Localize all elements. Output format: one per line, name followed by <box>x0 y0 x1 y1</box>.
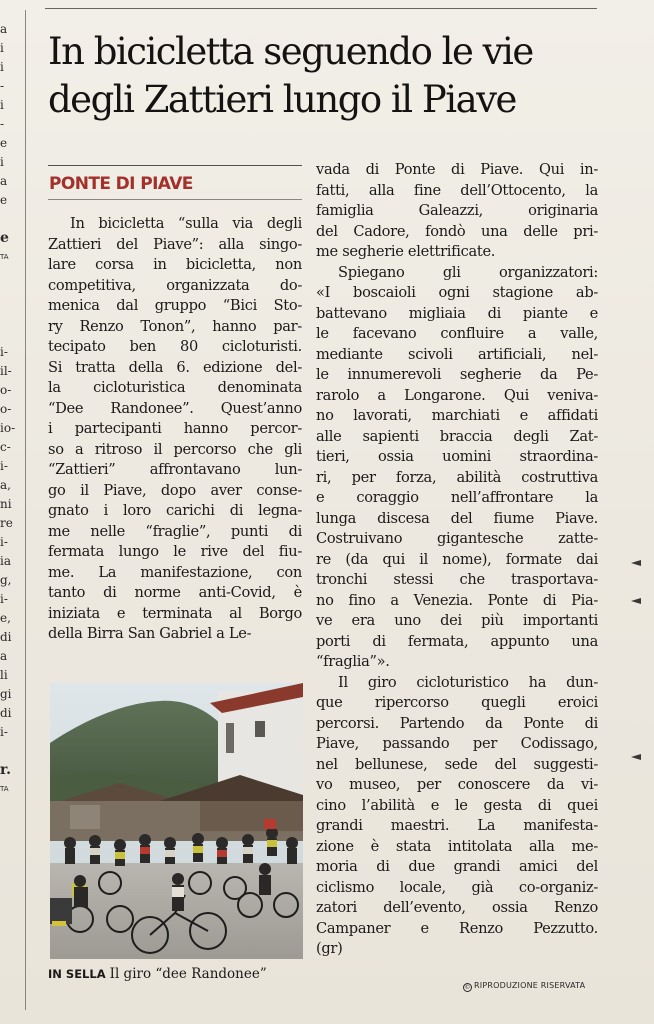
copyright-text: RIPRODUZIONE RISERVATA <box>474 981 586 990</box>
text-line: so a ritroso il percorso che gli <box>48 440 302 458</box>
cyclists-photo-illustration <box>50 683 303 959</box>
copyright-icon: © <box>464 984 471 991</box>
caption-text: Il giro “dee Randonee” <box>109 966 267 982</box>
text-line: (gr) <box>316 940 343 957</box>
text-line: no fino a Venezia. Ponte di Pia- <box>316 591 598 609</box>
text-line: vada di Ponte di Piave. Qui in- <box>316 161 598 178</box>
text-line: «I boscaioli ogni stagione ab- <box>316 284 598 301</box>
text-line: della Birra San Gabriel a Le- <box>48 625 252 642</box>
adjacent-column-fragment <box>0 20 16 1000</box>
text-line: tanto di norme anti-Covid, è <box>48 584 302 601</box>
text-line: zione è stata intitolata alla me- <box>316 837 598 855</box>
fragment-line <box>0 742 16 761</box>
text-line: e coraggio nell’affrontare la <box>316 489 598 506</box>
fragment-line: i <box>0 155 4 169</box>
text-line: fermata lungo le rive del fiu- <box>48 543 302 560</box>
text-line: Piave, passando per Codissago, <box>316 735 598 752</box>
photo-caption <box>48 966 304 982</box>
headline-line-1: In bicicletta seguendo le vie <box>48 30 533 73</box>
fragment-line: i <box>0 60 4 74</box>
caption-lead: IN SELLA <box>48 967 106 981</box>
fragment-line: o- <box>0 383 12 397</box>
text-line: famiglia Galeazzi, originaria <box>316 202 598 219</box>
text-line: zatori dell’evento, ossia Renzo <box>316 899 598 916</box>
text-line: alle sapienti braccia degli Zat- <box>316 427 598 445</box>
text-line: Il giro cicloturistico ha dun- <box>338 673 598 691</box>
fragment-line <box>0 210 16 229</box>
text-line: ri, per forza, abilità costruttiva <box>316 468 598 486</box>
text-line: percorsi. Partendo da Ponte di <box>316 714 598 732</box>
fragment-line: i- <box>0 592 8 606</box>
text-line: In bicicletta “sulla via degli <box>70 215 302 232</box>
text-line: iniziata e terminata al Borgo <box>48 604 302 622</box>
fragment-line: e <box>0 230 9 246</box>
fragment-line: i- <box>0 535 8 549</box>
article-column-2 <box>316 160 598 960</box>
fragment-line: a <box>0 174 8 188</box>
fragment-line: - <box>0 79 5 93</box>
fragment-line: i- <box>0 345 8 359</box>
margin-arrow-icon <box>631 598 641 604</box>
text-line: porti di fermata, appunto una <box>316 632 598 650</box>
fragment-line: li <box>0 668 8 682</box>
fragment-line: e <box>0 193 8 207</box>
article-photo <box>50 683 303 959</box>
text-line: ve era uno dei più importanti <box>316 612 598 629</box>
text-line: que ripercorso quegli eroici <box>316 694 598 711</box>
text-line: moria di due grandi amici del <box>316 858 598 875</box>
text-line: Campaner e Renzo Pezzutto. <box>316 919 598 937</box>
column-divider <box>25 10 26 1010</box>
text-line: lunga discesa del fiume Piave. <box>316 509 598 527</box>
fragment-line: e, <box>0 611 11 625</box>
text-line: “fraglia”». <box>316 653 390 670</box>
text-line: go il Piave, dopo aver conse- <box>48 481 302 499</box>
text-line: la cicloturistica denominata <box>48 379 302 396</box>
fragment-line: io- <box>0 421 16 435</box>
margin-arrow-icon <box>631 560 641 566</box>
text-line: nel bellunese, sede del suggesti- <box>316 755 598 773</box>
fragment-line <box>0 305 16 324</box>
headline <box>48 28 608 124</box>
text-line: tecipato ben 80 cicloturisti. <box>48 338 302 355</box>
text-line: le facevano confluire a valle, <box>316 325 598 342</box>
fragment-line <box>0 286 16 305</box>
fragment-line: i <box>0 98 4 112</box>
fragment-line: g, <box>0 573 12 587</box>
text-line: cino l’abilità e le gesta di quei <box>316 796 598 814</box>
text-line: rarolo a Longarone. Qui veniva- <box>316 386 598 404</box>
text-line: competitiva, organizzata do- <box>48 276 302 294</box>
fragment-line: c- <box>0 440 11 454</box>
text-line: tronchi stessi che trasportava- <box>316 571 598 588</box>
text-line: “Zattieri” affrontavano lun- <box>48 461 302 478</box>
text-line: tieri, ossia uomini straordina- <box>316 448 598 465</box>
text-line: lare corsa in bicicletta, non <box>48 256 302 273</box>
fragment-line: il- <box>0 364 12 378</box>
copyright-notice <box>463 981 585 992</box>
text-line: me nelle “fraglie”, punti di <box>48 522 302 540</box>
fragment-line: i <box>0 41 4 55</box>
text-line: Si tratta della 6. edizione del- <box>48 358 302 376</box>
fragment-line: r. <box>0 762 11 778</box>
text-line: me. La manifestazione, con <box>48 563 302 581</box>
fragment-line: i- <box>0 725 8 739</box>
article-column-1 <box>48 214 302 645</box>
text-line: Costruivano gigantesche zatte- <box>316 530 598 547</box>
headline-line-2: degli Zattieri lungo il Piave <box>48 78 516 121</box>
text-line: grandi maestri. La manifesta- <box>316 817 598 834</box>
text-line: Spiegano gli organizzatori: <box>338 263 598 281</box>
text-line: i partecipanti hanno percor- <box>48 420 302 437</box>
text-line: del Cadore, fondò una delle pri- <box>316 222 598 240</box>
fragment-line: a, <box>0 478 11 492</box>
fragment-line: a <box>0 649 8 663</box>
kicker-rule <box>48 165 302 166</box>
text-line: menica dal gruppo “Bici Sto- <box>48 297 302 314</box>
fragment-line: ia <box>0 554 11 568</box>
fragment-line: gi <box>0 687 12 701</box>
fragment-line: o- <box>0 402 12 416</box>
fragment-line <box>0 267 16 286</box>
text-line: battevano migliaia di piante e <box>316 304 598 322</box>
fragment-line: di <box>0 706 12 720</box>
fragment-line <box>0 324 16 343</box>
fragment-line: e <box>0 136 8 150</box>
kicker-underline <box>48 199 302 200</box>
margin-arrow-icon <box>631 754 641 760</box>
text-line: ciclismo locale, già co-organiz- <box>316 878 598 896</box>
fragment-line: ni <box>0 497 12 511</box>
text-line: “Dee Randonee”. Quest’anno <box>48 399 302 417</box>
text-line: no lavorati, marchiati e affidati <box>316 407 598 424</box>
fragment-line: a <box>0 22 8 36</box>
fragment-line: re <box>0 516 13 530</box>
fragment-line: di <box>0 630 12 644</box>
top-rule <box>45 8 597 9</box>
kicker-location: PONTE DI PIAVE <box>49 174 193 194</box>
text-line: fatti, alla fine dell’Ottocento, la <box>316 181 598 199</box>
text-line: Zattieri del Piave”: alla singo- <box>48 235 302 253</box>
fragment-line: TA <box>0 785 9 793</box>
fragment-line: TA <box>0 253 9 261</box>
text-line: mediante scivoli artificiali, nel- <box>316 345 598 363</box>
fragment-line: i- <box>0 459 8 473</box>
text-line: vo museo, per conoscere da vi- <box>316 776 598 793</box>
text-line: ry Renzo Tonon”, hanno par- <box>48 317 302 335</box>
text-line: me segherie elettrificate. <box>316 243 496 260</box>
text-line: gnato i loro carichi di legna- <box>48 502 302 519</box>
text-line: le innumerevoli segherie da Pe- <box>316 366 598 383</box>
text-line: re (da qui il nome), formate dai <box>316 550 598 568</box>
fragment-line: - <box>0 117 5 131</box>
